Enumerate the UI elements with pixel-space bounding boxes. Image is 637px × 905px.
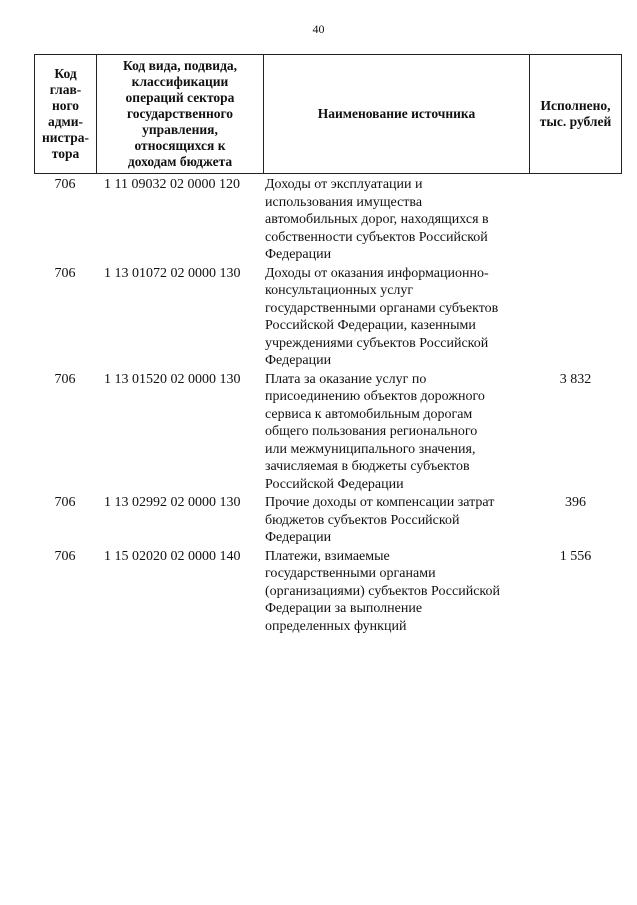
source-name-line: Платежи, взимаемые (265, 548, 390, 564)
source-name-line: учреждениями субъектов Российской (265, 335, 489, 351)
classification-code-cell: 1 13 02992 02 0000 130 (104, 495, 241, 510)
admin-code-cell: 706 (54, 265, 76, 281)
header-executed (530, 55, 622, 174)
admin-code-cell: 706 (54, 177, 76, 192)
source-name-line: Прочие доходы от компенсации затрат (265, 495, 495, 510)
source-name-line: Плата за оказание услуг по (265, 371, 427, 387)
header-classification-line: относящихся к (134, 138, 226, 153)
header-executed-line: Исполнено, (540, 98, 611, 113)
source-name-cell (265, 176, 525, 264)
table-header (34, 54, 622, 174)
source-name-cell (265, 548, 525, 636)
header-admin-code-line: нистра- (41, 130, 90, 145)
source-name-line: сервиса к автомобильным дорогам (265, 406, 473, 422)
admin-code-cell: 706 (54, 548, 76, 564)
source-name-line: зачисляемая в бюджеты субъектов (265, 459, 470, 474)
table-row (34, 494, 621, 547)
admin-code-cell: 706 (54, 371, 76, 387)
header-classification-line: классификации (131, 74, 229, 89)
source-name-line: Доходы от оказания информационно- (265, 265, 489, 281)
source-name-line: собственности субъектов Российской (265, 229, 488, 245)
header-classification-line: доходам бюджета (127, 154, 233, 169)
table-body (34, 176, 621, 635)
table-row (34, 371, 621, 494)
classification-code-cell: 1 11 09032 02 0000 120 (104, 177, 240, 192)
page-number: 40 (312, 22, 325, 36)
source-name-line: Федерации (265, 247, 332, 262)
header-classification-line: государственного (126, 106, 234, 121)
classification-code-cell: 1 15 02020 02 0000 140 (104, 548, 241, 564)
admin-code-cell: 706 (54, 495, 76, 510)
source-name-line: консультационных услуг (265, 283, 414, 298)
source-name-line: (организациями) субъектов Российской (265, 583, 501, 599)
source-name-cell (265, 371, 525, 494)
source-name-line: определенных функций (265, 618, 407, 634)
source-name-cell (265, 265, 525, 370)
source-name-line: государственными органами субъектов (265, 300, 499, 316)
header-admin-code-line: глав- (49, 82, 82, 97)
amount-cell: 1 556 (559, 548, 592, 564)
source-name-line: присоединению объектов дорожного (265, 389, 485, 404)
header-classification-line: Код вида, подвида, (122, 58, 238, 73)
table-row (34, 176, 621, 264)
source-name-line: общего пользования регионального (265, 424, 478, 439)
table-row (34, 265, 621, 370)
source-name-line: или межмуниципального значения, (265, 441, 476, 457)
header-admin-code-line: Код (54, 66, 77, 81)
source-name-line: Федерации (265, 353, 332, 368)
amount-cell: 3 832 (559, 371, 592, 387)
header-admin-code-line: ного (51, 98, 80, 113)
header-admin-code (35, 55, 97, 174)
header-classification-line: операций сектора (125, 90, 235, 105)
source-name-line: Российской Федерации (265, 476, 404, 492)
header-source-name: Наименование источника (264, 55, 530, 174)
amount-cell: 396 (565, 495, 586, 510)
header-admin-code-line: тора (51, 146, 80, 161)
source-name-line: Российской Федерации, казенными (265, 318, 476, 333)
source-name-line: использования имущества (265, 194, 423, 210)
source-name-line: Федерации (265, 530, 332, 545)
classification-code-cell: 1 13 01072 02 0000 130 (104, 265, 241, 281)
source-name-line: государственными органами (265, 566, 436, 581)
source-name-line: автомобильных дорог, находящихся в (265, 212, 489, 227)
source-name-line: Федерации за выполнение (265, 601, 423, 616)
source-name-line: Доходы от эксплуатации и (265, 177, 423, 192)
classification-code-cell: 1 13 01520 02 0000 130 (104, 371, 241, 387)
header-executed-line: тыс. рублей (539, 114, 612, 129)
header-admin-code-line: адми- (47, 114, 84, 129)
header-classification-line: управления, (142, 122, 218, 137)
table-row (34, 548, 621, 636)
header-classification-code (97, 55, 264, 174)
source-name-cell (265, 494, 525, 547)
source-name-line: бюджетов субъектов Российской (265, 512, 460, 528)
